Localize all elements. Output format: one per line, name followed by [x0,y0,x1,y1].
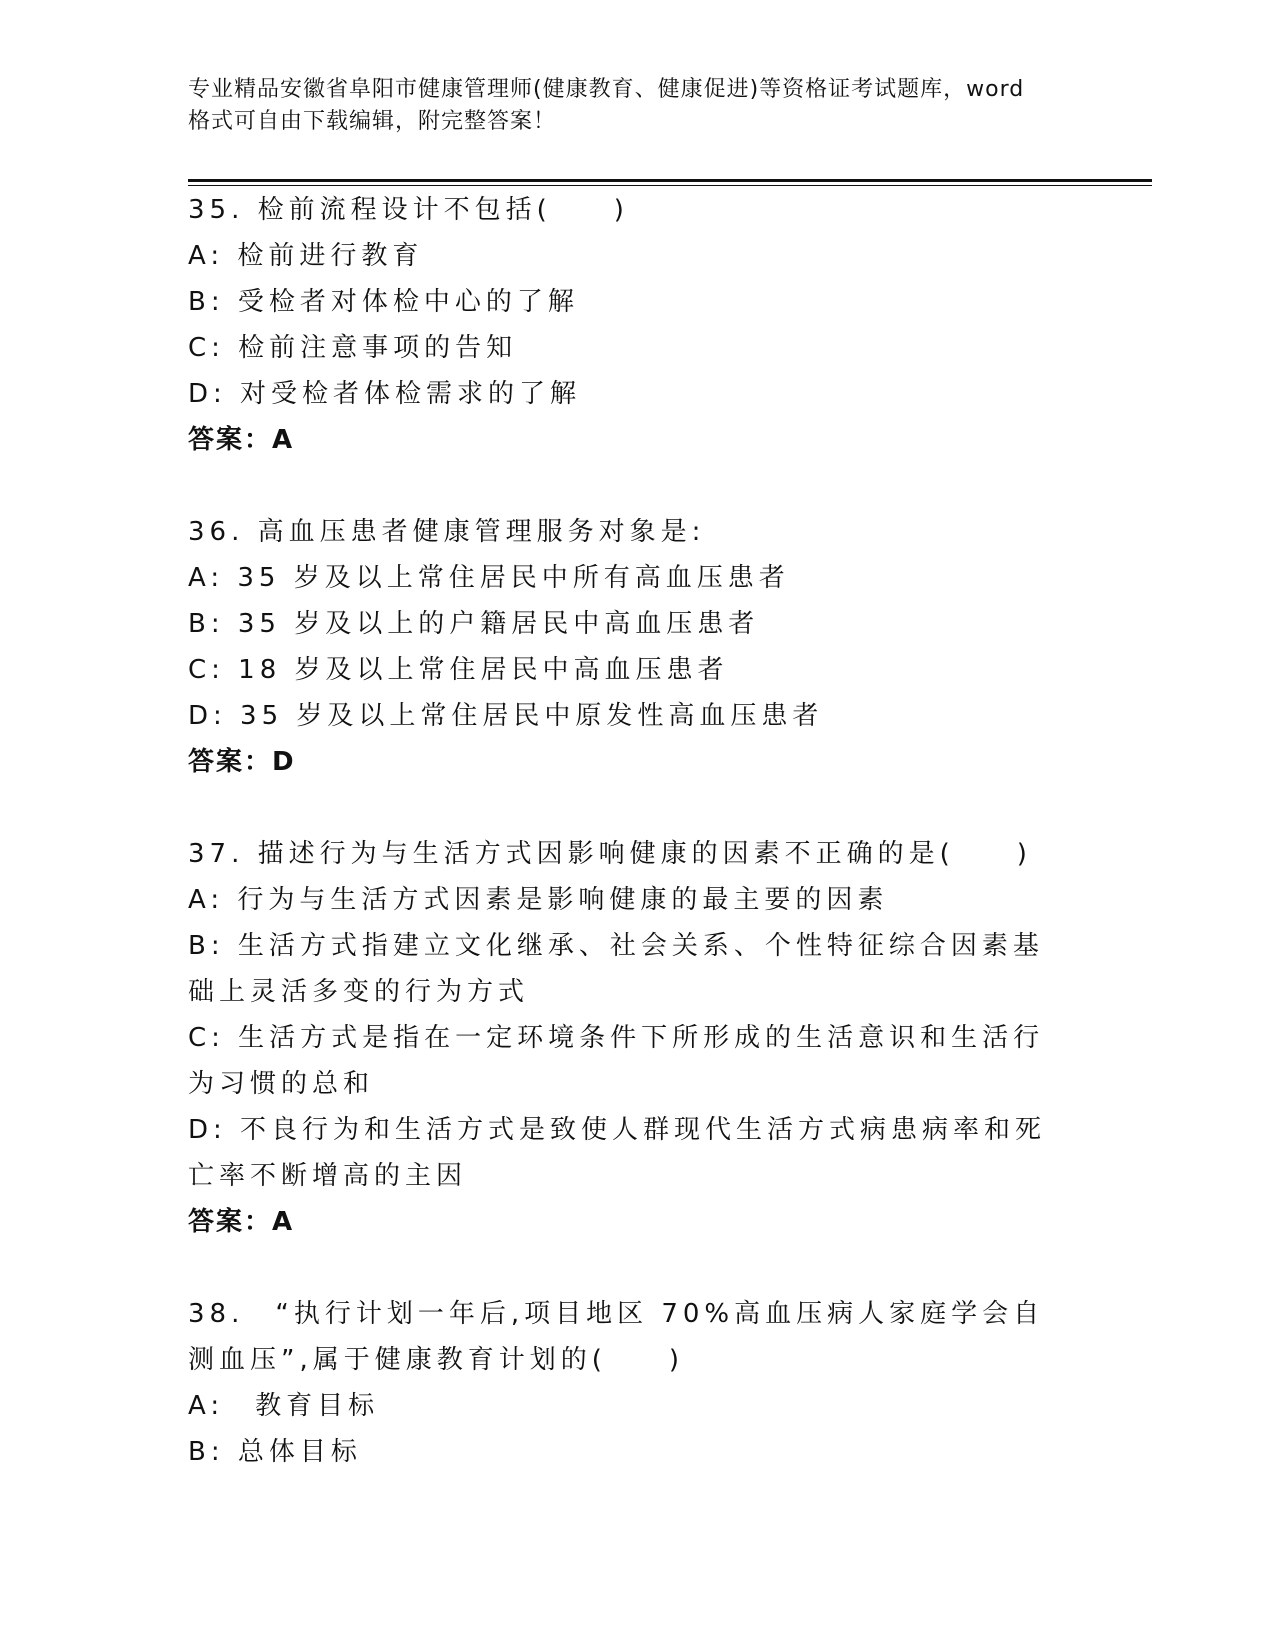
question-38 [188,1291,1068,1475]
answer-label: 答案：D [188,747,296,777]
header-line-2: 格式可自由下载编辑，附完整答案！ [188,109,557,134]
option-c: C: 检前注意事项的告知 [188,333,518,363]
option-b: B: 总体目标 [188,1437,362,1467]
spacer [188,463,1068,509]
option-b: B: 35 岁及以上的户籍居民中高血压患者 [188,609,760,639]
question-stem: 38. “执行计划一年后,项目地区 70%高血压病人家庭学会自测血压”,属于健康教育计划的( ) [188,1299,1045,1375]
option-d: D: 35 岁及以上常住居民中原发性高血压患者 [188,701,824,731]
answer-label: 答案：A [188,425,295,455]
question-stem: 37. 描述行为与生活方式因影响健康的因素不正确的是( ) [188,839,1032,869]
option-a: A: 35 岁及以上常住居民中所有高血压患者 [188,563,790,593]
spacer [188,785,1068,831]
question-stem: 35. 检前流程设计不包括( ) [188,195,629,225]
header-rule-thin [188,185,1152,186]
header-line-1: 专业精品安徽省阜阳市健康管理师(健康教育、健康促进)等资格证考试题库，word [188,77,1025,102]
question-stem: 36. 高血压患者健康管理服务对象是: [188,517,706,547]
option-c: C: 18 岁及以上常住居民中高血压患者 [188,655,729,685]
document-header [188,74,1088,138]
question-36 [188,509,1068,785]
option-b: B: 受检者对体检中心的了解 [188,287,579,317]
question-37 [188,831,1068,1245]
option-a: A: 检前进行教育 [188,241,424,271]
option-a: A: 行为与生活方式因素是影响健康的最主要的因素 [188,885,889,915]
option-d: D: 对受检者体检需求的了解 [188,379,582,409]
option-b: B: 生活方式指建立文化继承、社会关系、个性特征综合因素基础上灵活多变的行为方式 [188,931,1044,1007]
option-c: C: 生活方式是指在一定环境条件下所形成的生活意识和生活行为习惯的总和 [188,1023,1045,1099]
header-rule-thick [188,179,1152,182]
question-list [188,187,1068,1475]
question-35 [188,187,1068,463]
option-d: D: 不良行为和生活方式是致使人群现代生活方式病患病率和死亡率不断增高的主因 [188,1115,1047,1191]
spacer [188,1245,1068,1291]
option-a: A: 教育目标 [188,1391,380,1421]
answer-label: 答案：A [188,1207,295,1237]
